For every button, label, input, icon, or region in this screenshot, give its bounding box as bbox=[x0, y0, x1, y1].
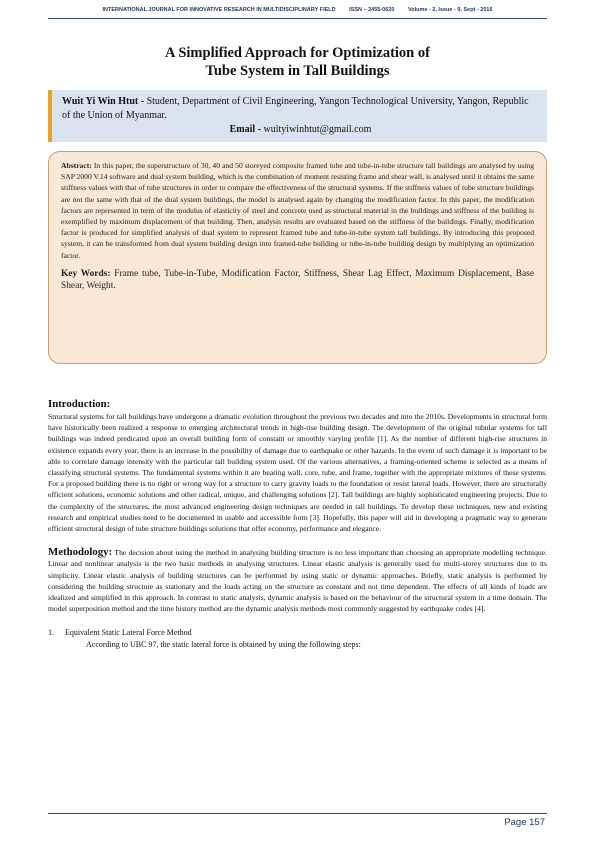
keywords-label: Key Words: bbox=[61, 268, 111, 279]
abstract-paragraph bbox=[61, 160, 534, 261]
journal-issn: ISSN – 2455-0620 bbox=[349, 7, 395, 13]
list-item-text: Equivalent Static Lateral Force Method bbox=[65, 628, 192, 638]
list-number: 1. bbox=[48, 628, 54, 638]
keywords-paragraph bbox=[61, 268, 534, 293]
author-email-line bbox=[62, 123, 539, 137]
author-email: wuityiwinhtut@gmail.com bbox=[261, 124, 372, 135]
abstract-text: In this paper, the superstructure of 30, 40 and 50 storeyed composite framed tube and tube-in-tube structure tall buildings are analysed by using SAP 2000 V.14 software and dual system building, which is the combination of moment resisting frame and shear wall, is analysed until it obtains the same stiffness values with that of tube structures in order to compare the effectiveness of the structural systems. If the stiffness values of tube structure buildings are not the same with that of the dual system buildings, the model is analysed again by changing the modification factor. In this paper, the modification factors are represented in term of the modulus of elasticity of steel and concrete used as structural material in the buildings and stiffness of the building is exemplified by maximum displacement of that building. Then, analysis results are evaluated based on the stiffness of the buildings. Finally, modification factor is produced for simplified analysis of dual system to represent framed tube and tube-in-tube system tall buildings. By introducing this proposed system, it can be transformed from dual system building design into framed-tube building or tube-in-tube building design by multiplying an optimization factor. bbox=[61, 161, 534, 260]
methodology-heading: Methodology: bbox=[48, 546, 113, 559]
email-label: Email - bbox=[229, 124, 262, 135]
title-line-1: A Simplified Approach for Optimization of bbox=[165, 45, 430, 61]
journal-name: INTERNATIONAL JOURNAL FOR INNOVATIVE RESEARCH IN MULTIDISCIPLINARY FIELD bbox=[102, 7, 336, 13]
methodology-paragraph bbox=[48, 547, 547, 614]
paper-title bbox=[60, 44, 535, 80]
abstract-label: Abstract: bbox=[61, 161, 92, 170]
list-item bbox=[48, 627, 547, 638]
abstract-box bbox=[48, 151, 547, 364]
methodology-text: The decision about using the method in analysing building structure is no less important than choosing an appropriate modelling technique. Linear and nonlinear analysis is the two basic methods in analysing structures. Linear elastic analysis is generally used for multi-storey structures due to its simplicity. Linear elastic analysis of building structures can be performed by using static or dynamic approaches. Briefly, static analysis is performed by considering the building structure as stationary and the loads acting on the structure as constant and not time dependent. The effects of all kinds of loads are idealized and simplified in this approach. In contrast to static analysis, dynamic analysis is based on the behaviour of the structural system in a time domain. The model superposition method and the time history method are the dynamic analysis methods most commonly suggested by earthquake codes [4]. bbox=[48, 548, 547, 614]
introduction-text: Structural systems for tall buildings have undergone a dramatic evolution throughout the previous two decades and into the 2010s. Developments in structural form have historically been realized a response to emerging architectural trends in high-rise building design. The development of the original tubular systems for tall buildings was indeed predicated upon an overall building form of constant or smoothly varying profile [1]. As the number of different high-rise structures in existence expands every year, there is an increase in the possibility of damage due to earthquake or other hazards. In the event of such damage it is important to be able to correlate damage intensity with the particular tall building system used. Of the various alternatives, a framing-oriented scheme is selected as a means of classifying structural systems. The fundamental systems within it are bearing wall, core, tube, and frame, together with the appropriate mixtures of these systems. For a proposed building there is no right or wrong way for a structure to carry gravity loads to the foundation or resist lateral loads. However, there are structurally efficient solutions, economic solutions and other radical, unique, and challenging solutions [2]. Tall buildings are highly sophisticated engineering projects. Due to the complexity of the structures, the most advanced engineering design techniques are needed in tall buildings. To develop these techniques, new and existing research and empirical studies need to be documented in usable and accessible form [3]. Hopefully, this paper will aid in developing a pragmatic way to generate efficient structural design of tube structure buildings solutions that offer economy, performance and elegance. bbox=[48, 412, 547, 534]
author-affiliation: Student, Department of Civil Engineering, Yangon Technological University, Yangon, Republic of the Union of Myanmar. bbox=[62, 96, 529, 121]
main-body bbox=[48, 398, 547, 650]
header-rule bbox=[48, 18, 547, 19]
author-name: Wuit Yi Win Htut - bbox=[62, 96, 145, 107]
author-box bbox=[48, 90, 547, 142]
keywords-text: Frame tube, Tube-in-Tube, Modification Factor, Stiffness, Shear Lag Effect, Maximum Displacement, Base Shear, Weight. bbox=[61, 268, 534, 292]
page-number: Page 157 bbox=[504, 817, 545, 828]
journal-volume: Volume - 2, Issue - 9, Sept - 2016 bbox=[407, 7, 493, 13]
title-line-2: Tube System in Tall Buildings bbox=[205, 63, 390, 79]
introduction-heading: Introduction: bbox=[48, 398, 111, 410]
list-subtext: According to UBC 97, the static lateral force is obtained by using the following steps: bbox=[86, 639, 361, 649]
footer-rule bbox=[48, 813, 547, 814]
